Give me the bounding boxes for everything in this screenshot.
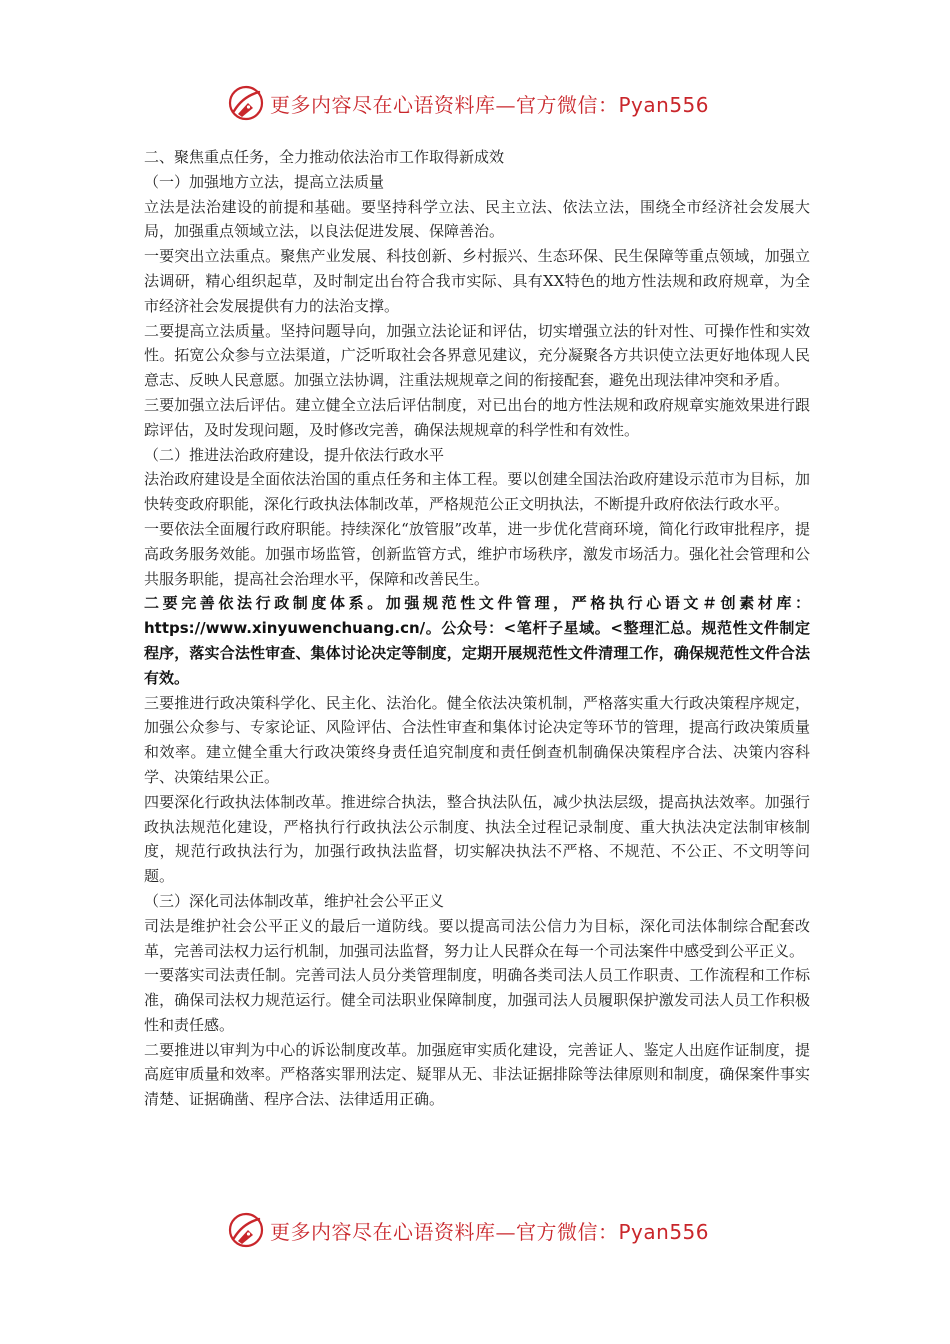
pen-nib-logo-icon [226, 1210, 266, 1250]
footer-wechat-id: Pyan556 [618, 1219, 710, 1244]
section-heading: 二、聚焦重点任务，全力推动依法治市工作取得新成效 [144, 148, 505, 166]
footer-watermark-banner [226, 1209, 746, 1251]
body-paragraph: 一要突出立法重点。聚焦产业发展、科技创新、乡村振兴、生态环保、民生保障等重点领域，加强立法调研，精心组织起草，及时制定出台符合我市实际、具有XX特色的地方性法规和政府规章，为全市经济社会发展提供有力的法治支撑。 [144, 247, 810, 315]
body-paragraph: 四要深化行政执法体制改革。推进综合执法，整合执法队伍，减少执法层级，提高执法效率。加强行政执法规范化建设，严格执行行政执法公示制度、执法全过程记录制度、重大执法决定法制审核制度，规范行政执法行为，加强行政执法监督，切实解决执法不严格、不规范、不公正、不文明等问题。 [144, 792, 810, 886]
body-paragraph: 法治政府建设是全面依法治国的重点任务和主体工程。要以创建全国法治政府建设示范市为目标，加快转变政府职能，深化行政执法体制改革，严格规范公正文明执法，不断提升政府依法行政水平。 [144, 470, 810, 514]
header-watermark-text: 更多内容尽在心语资料库—官方微信：Pyan556 [270, 92, 710, 117]
subsection-heading: （一）加强地方立法，提高立法质量 [144, 172, 385, 191]
body-paragraph: 二要提高立法质量。坚持问题导向，加强立法论证和评估，切实增强立法的针对性、可操作性和实效性。拓宽公众参与立法渠道，广泛听取社会各界意见建议，充分凝聚各方共识使立法更好地体现人民意志、反映人民意愿。加强立法协调，注重法规规章之间的衔接配套，避免出现法律冲突和矛盾。 [144, 321, 810, 390]
body-paragraph: 二要推进以审判为中心的诉讼制度改革。加强庭审实质化建设，完善证人、鉴定人出庭作证制度，提高庭审质量和效率。严格落实罪刑法定、疑罪从无、非法证据排除等法律原则和制度，确保案件事实清楚、证据确凿、程序合法、法律适用正确。 [144, 1040, 810, 1109]
body-paragraph: 三要加强立法后评估。建立健全立法后评估制度，对已出台的地方性法规和政府规章实施效果进行跟踪评估，及时发现问题，及时修改完善，确保法规规章的科学性和有效性。 [144, 395, 810, 439]
subsection-heading: （二）推进法治政府建设，提升依法行政水平 [144, 445, 445, 464]
footer-watermark-text: 更多内容尽在心语资料库—官方微信：Pyan556 [270, 1219, 710, 1244]
subsection-heading: （三）深化司法体制改革，维护社会公平正义 [144, 891, 445, 910]
document-body [144, 145, 810, 1112]
body-paragraph: 一要依法全面履行政府职能。持续深化“放管服”改革，进一步优化营商环境，简化行政审批程序，提高政务服务效能。加强市场监管，创新监管方式，维护市场秩序，激发市场活力。强化社会管理和公共服务职能，提高社会治理水平，保障和改善民生。 [144, 519, 810, 588]
body-paragraph: 立法是法治建设的前提和基础。要坚持科学立法、民主立法、依法立法，围绕全市经济社会发展大局，加强重点领域立法，以良法促进发展、保障善治。 [144, 197, 810, 241]
bold-body-paragraph: 二要完善依法行政制度体系。加强规范性文件管理，严格执行心语文＃创素材库：https://www.xinyuwenchuang.cn/。公众号：<笔杆子星域。<整理汇总。规范性文件制定程序，落实合法性审查、集体讨论决定等制度，定期开展规范性文件清理工作，确保规范性文件合法有效。 [144, 594, 810, 687]
header-wechat-id: Pyan556 [618, 92, 710, 117]
header-watermark-banner [226, 82, 746, 124]
body-paragraph: 三要推进行政决策科学化、民主化、法治化。健全依法决策机制，严格落实重大行政决策程序规定，加强公众参与、专家论证、风险评估、合法性审查和集体讨论决定等环节的管理，提高行政决策质量和效率。建立健全重大行政决策终身责任追究制度和责任倒查机制确保决策程序合法、决策内容科学、决策结果公正。 [144, 693, 810, 786]
body-paragraph: 一要落实司法责任制。完善司法人员分类管理制度，明确各类司法人员工作职责、工作流程和工作标准，确保司法权力规范运行。健全司法职业保障制度，加强司法人员履职保护激发司法人员工作积极性和责任感。 [144, 966, 810, 1034]
body-paragraph: 司法是维护社会公平正义的最后一道防线。要以提高司法公信力为目标，深化司法体制综合配套改革，完善司法权力运行机制，加强司法监督，努力让人民群众在每一个司法案件中感受到公平正义。 [144, 916, 810, 960]
pen-nib-logo-icon [226, 83, 266, 123]
